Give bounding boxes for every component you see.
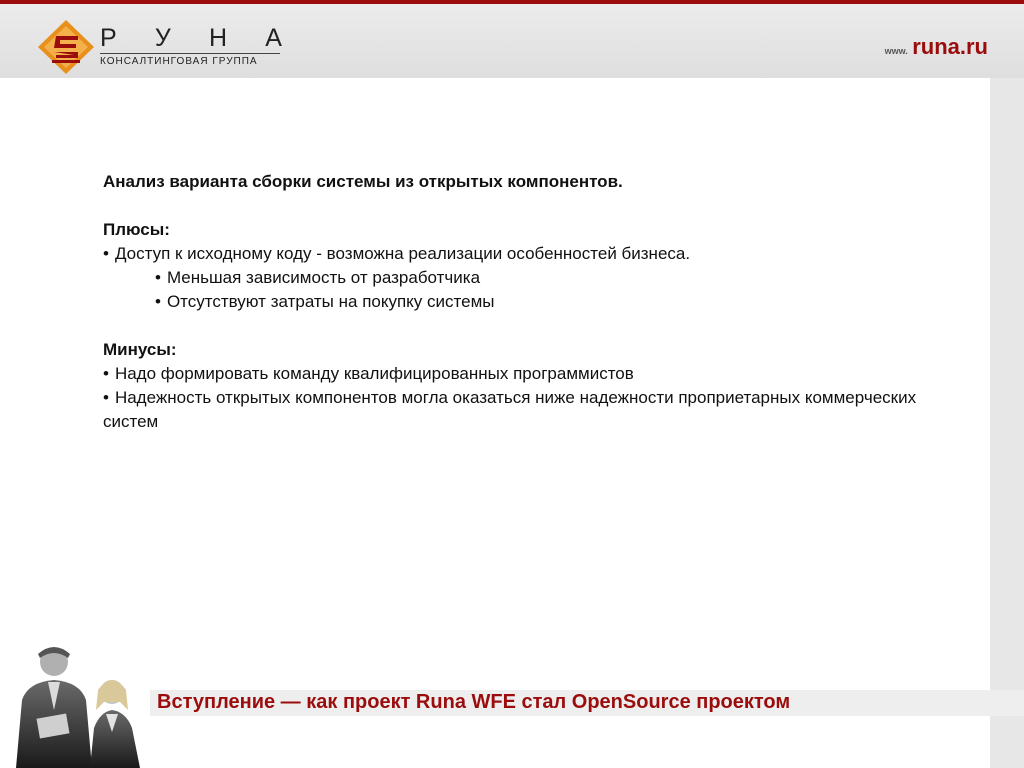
pros-item — [103, 242, 943, 266]
slide-title: Анализ варианта сборки системы из открытых компонентов. — [103, 172, 623, 191]
bullet-icon: • — [155, 268, 161, 287]
cons-item — [103, 386, 943, 434]
logo-letter: А — [265, 24, 282, 52]
cons-heading: Минусы: — [103, 340, 177, 359]
right-decor-strip — [990, 78, 1024, 768]
pros-item — [103, 290, 943, 314]
bullet-icon: • — [155, 292, 161, 311]
slide-content — [103, 170, 943, 434]
logo-letter: Р — [100, 24, 117, 52]
site-url-prefix: www. — [884, 46, 908, 56]
runa-logo-icon — [38, 20, 94, 74]
logo-divider — [100, 53, 280, 54]
site-url-domain: runa.ru — [912, 34, 988, 59]
cons-item-text: Надежность открытых компонентов могла оказаться ниже надежности проприетарных коммерческих систем — [103, 388, 917, 431]
bullet-icon: • — [103, 388, 109, 407]
logo-letter: У — [154, 24, 171, 52]
cons-item — [103, 362, 943, 386]
site-url[interactable] — [885, 34, 988, 60]
bullet-icon: • — [103, 364, 109, 383]
pros-item-text: Отсутствуют затраты на покупку системы — [166, 292, 495, 311]
pros-heading: Плюсы: — [103, 220, 170, 239]
spacer — [103, 194, 943, 218]
spacer — [103, 314, 943, 338]
logo-subtitle: КОНСАЛТИНГОВАЯ ГРУППА — [100, 56, 258, 67]
pros-item-text: Меньшая зависимость от разработчика — [166, 268, 481, 287]
bullet-icon: • — [103, 244, 109, 263]
cons-item-text: Надо формировать команду квалифицированных программистов — [114, 364, 634, 383]
pros-item — [103, 266, 943, 290]
logo-wordmark — [100, 24, 282, 53]
logo-letter: Н — [209, 24, 228, 52]
people-photo-icon — [8, 640, 148, 768]
footer-title: Вступление — как проект Runa WFE стал OpenSource проектом — [157, 691, 791, 713]
header — [0, 4, 1024, 78]
pros-item-text: Доступ к исходному коду - возможна реализации особенностей бизнеса. — [114, 244, 691, 263]
